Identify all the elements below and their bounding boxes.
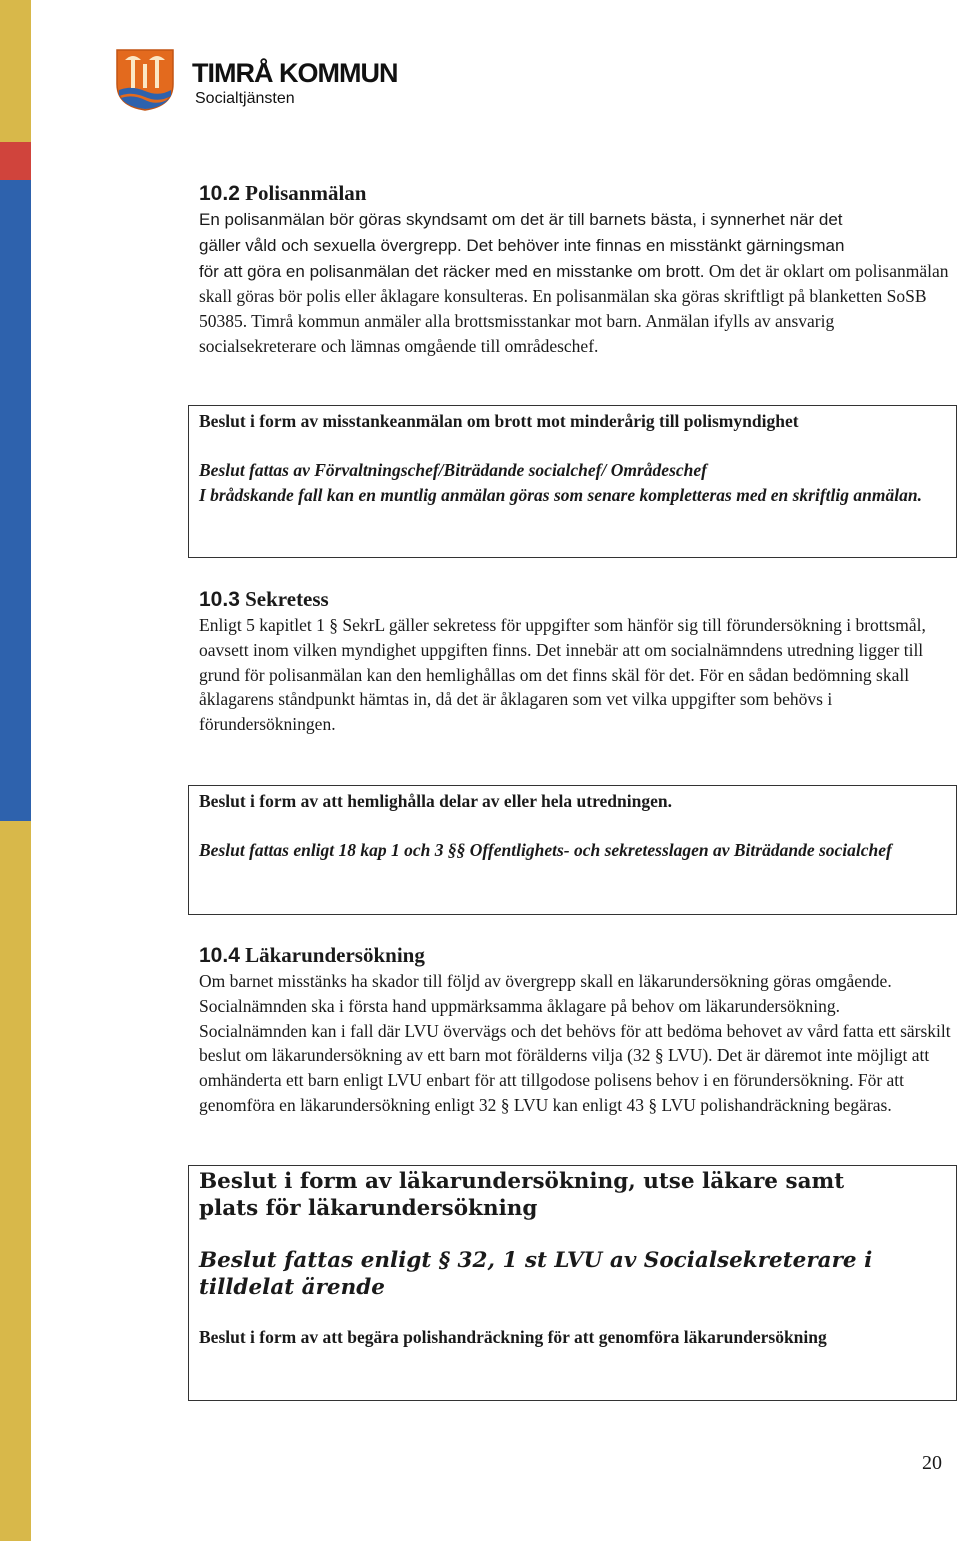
body-text: Om det är oklart om polisanmälan skall göras bör polis eller åklagare konsulteras. En polisanmälan ska göras skriftligt på blanketten SoSB 50385. Timrå kommun anmäler alla brottsmisstankar mot barn. Anmälan ifylls av ansvarig socialsekreterare och lämnas omgående till områdeschef.	[199, 260, 949, 356]
section-heading	[199, 586, 951, 613]
body-line: En polisanmälan bör göras skyndsamt om det är till barnets bästa, i synnerhet när det	[199, 210, 843, 229]
decision-box-sekretess	[188, 785, 957, 915]
municipal-shield-icon	[115, 48, 175, 112]
section-heading	[199, 942, 951, 969]
margin-stripe-red	[0, 142, 31, 180]
decision-line: Beslut i form av att begära polishandräckning för att genomföra läkarundersökning	[199, 1327, 827, 1347]
section-body	[199, 207, 951, 359]
section-polisanmalan	[199, 180, 951, 359]
body-line: för att göra en polisanmälan det räcker med en misstanke om brott.	[199, 261, 705, 281]
section-number: 10.3	[199, 588, 240, 611]
section-title: Polisanmälan	[245, 181, 367, 205]
decision-box-polisanmalan	[188, 405, 957, 558]
body-line: gäller våld och sexuella övergrepp. Det behöver inte finnas en misstänkt gärningsman	[199, 235, 845, 255]
margin-stripe-gold-top	[0, 0, 31, 142]
brand-name: TIMRÅ KOMMUN	[192, 58, 398, 88]
department-name: Socialtjänsten	[195, 90, 295, 107]
margin-stripe-gold-bottom	[0, 821, 31, 1541]
decision-line: Beslut fattas enligt 18 kap 1 och 3 §§ Offentlighets- och sekretesslagen av Biträdande socialchef	[199, 839, 892, 860]
decision-heading: Beslut i form av läkarundersökning, utse läkare samt plats för läkarundersökning	[199, 1169, 845, 1221]
section-number: 10.4	[199, 944, 240, 967]
section-heading	[199, 180, 951, 207]
section-title: Sekretess	[245, 587, 329, 611]
margin-stripe-blue	[0, 180, 31, 821]
section-lakarundersokning	[199, 942, 951, 1118]
decision-line: I brådskande fall kan en muntlig anmälan göras som senare kompletteras med en skriftlig anmälan.	[199, 484, 922, 505]
decision-box-lakarundersokning	[188, 1165, 957, 1401]
decision-line: Beslut fattas av Förvaltningschef/Biträdande socialchef/ Områdeschef	[199, 459, 707, 480]
decision-line: Beslut fattas enligt § 32, 1 st LVU av Socialsekreterare i tilldelat ärende	[199, 1248, 873, 1300]
decision-heading: Beslut i form av att hemlighålla delar av eller hela utredningen.	[199, 791, 672, 811]
section-number: 10.2	[199, 182, 240, 205]
decision-heading: Beslut i form av misstankeanmälan om brott mot minderårig till polismyndighet	[199, 411, 799, 431]
page-number: 20	[922, 1452, 942, 1474]
section-body: Om barnet misstänks ha skador till följd av övergrepp skall en läkarundersökning göras omgående. Socialnämnden ska i första hand uppmärksamma åklagare på behov om läkarundersökning. Socialnämnden kan i fall där LVU övervägs och det behövs för att bedöma behovet av vård fatta ett särskilt beslut om läkarundersökning av ett barn mot förälderns vilja (32 § LVU). Det är däremot inte möjligt att omhänderta ett barn enligt LVU enbart för att tillgodose polisens behov i en förundersökning. För att genomföra en läkarundersökning enligt 32 § LVU kan enligt 43 § LVU polishandräckning begäras.	[199, 971, 951, 1115]
section-title: Läkarundersökning	[245, 943, 425, 967]
section-body: Enligt 5 kapitlet 1 § SekrL gäller sekretess för uppgifter som hänför sig till förundersökning i brottsmål, oavsett inom vilken myndighet uppgiften finns. Det innebär att om socialnämndens utredning ligger till grund för polisanmälan kan den hemlighållas om det finns skäl för det. För en sådan bedömning skall åklagarens ståndpunkt hämtas in, då det är åklagaren som vet vilka uppgifter som behövs i förundersökningen.	[199, 615, 926, 735]
section-sekretess	[199, 586, 951, 737]
